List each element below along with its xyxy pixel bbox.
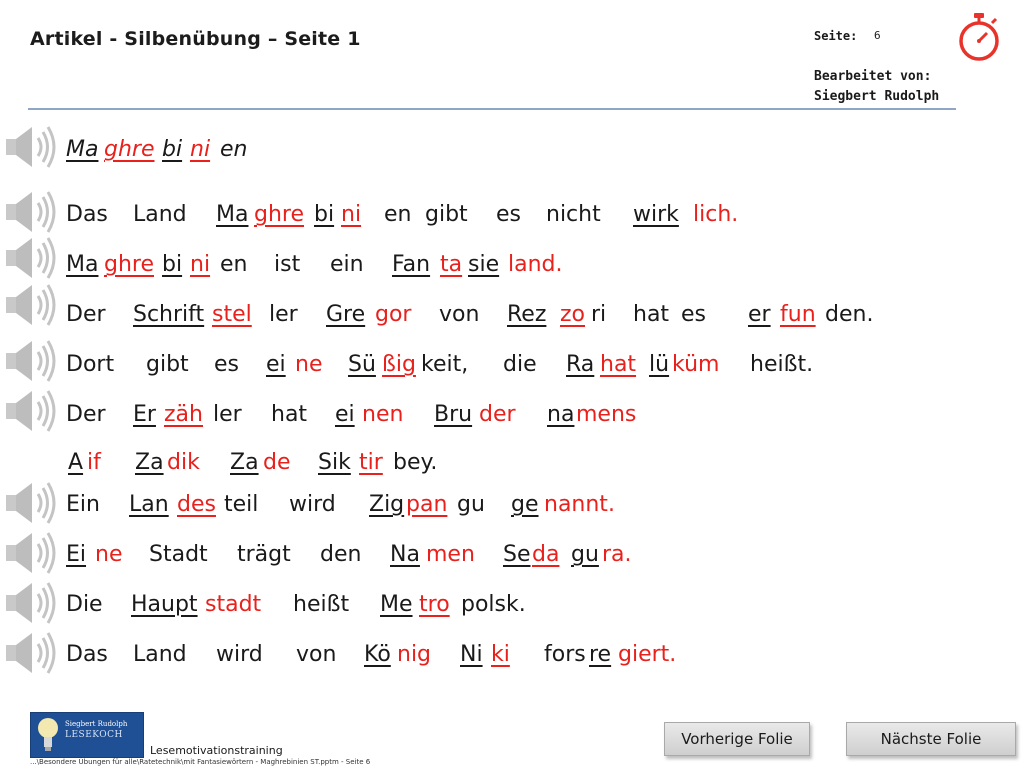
footer-file-path: ...\Besondere Übungen für alle\Ratetechnik\mit Fantasiewörtern - Maghrebinien ST.pptm - Seite 6 (30, 758, 371, 766)
red-syllable: zo (560, 302, 586, 327)
red-syllable: hat (600, 352, 637, 377)
syllable: Me (380, 592, 413, 617)
syllable: den. (825, 302, 874, 327)
syllable: gu (457, 492, 485, 517)
speaker-icon[interactable] (2, 386, 60, 436)
syllable: wird (289, 492, 336, 517)
syllable: Na (390, 542, 420, 567)
syllable: lü (649, 352, 670, 377)
previous-slide-button[interactable]: Vorherige Folie (664, 722, 810, 756)
syllable: polsk. (461, 592, 526, 617)
syllable: Das (66, 202, 108, 227)
syllable: ge (511, 492, 539, 517)
syllable: wirk (633, 202, 679, 227)
red-syllable: de (263, 450, 291, 475)
lesekoch-logo (30, 712, 144, 758)
syllable: heißt (293, 592, 350, 617)
lightbulb-logo-icon (35, 716, 61, 754)
syllable: er (748, 302, 771, 327)
syllable: von (296, 642, 337, 667)
syllable: bi (162, 137, 183, 162)
red-syllable: giert. (618, 642, 677, 667)
syllable: Ma (66, 252, 99, 277)
red-syllable: da (532, 542, 560, 567)
syllable: ist (274, 252, 301, 277)
speaker-icon[interactable] (2, 122, 60, 172)
syllable: fors (544, 642, 586, 667)
syllable: re (589, 642, 612, 667)
syllable: Rez (507, 302, 547, 327)
footer-label: Lesemotivationstraining (150, 744, 283, 757)
page-number-label: Seite: (814, 29, 858, 43)
editor-name: Siegbert Rudolph (814, 89, 940, 104)
red-syllable: land. (508, 252, 563, 277)
stopwatch-icon[interactable] (955, 12, 1003, 62)
red-syllable: stadt (205, 592, 262, 617)
syllable: gibt (425, 202, 468, 227)
syllable: Ein (66, 492, 100, 517)
red-syllable: if (87, 450, 101, 475)
syllable: Ma (66, 137, 99, 162)
speaker-icon[interactable] (2, 233, 60, 283)
syllable: Die (66, 592, 103, 617)
red-syllable: des (177, 492, 216, 517)
red-syllable: der (479, 402, 516, 427)
red-syllable: ni (190, 137, 211, 162)
editor-label: Bearbeitet von: (814, 69, 932, 84)
syllable: en (384, 202, 412, 227)
syllable: bi (314, 202, 335, 227)
red-syllable: ßig (382, 352, 416, 377)
syllable: hat (633, 302, 670, 327)
syllable: bi (162, 252, 183, 277)
syllable: Kö (364, 642, 391, 667)
syllable: die (503, 352, 537, 377)
syllable: en (220, 252, 248, 277)
syllable: Fan (392, 252, 431, 277)
editor-info (814, 67, 939, 107)
syllable: Ei (66, 542, 87, 567)
red-syllable: lich. (693, 202, 739, 227)
syllable: Bru (434, 402, 473, 427)
syllable: heißt. (750, 352, 814, 377)
red-syllable: stel (212, 302, 252, 327)
syllable: Ra (566, 352, 595, 377)
syllable: Ma (216, 202, 249, 227)
logo-brand: LESEKOCH (65, 730, 123, 740)
syllable: Land (133, 642, 187, 667)
syllable: ler (213, 402, 242, 427)
red-syllable: ta (440, 252, 463, 277)
red-syllable: ne (95, 542, 123, 567)
speaker-icon[interactable] (2, 528, 60, 578)
syllable: Haupt (131, 592, 198, 617)
red-syllable: tir (359, 450, 383, 475)
red-syllable: mens (576, 402, 637, 427)
speaker-icon[interactable] (2, 628, 60, 678)
red-syllable: ni (190, 252, 211, 277)
red-syllable: küm (672, 352, 720, 377)
syllable: Der (66, 302, 106, 327)
red-syllable: ne (295, 352, 323, 377)
red-syllable: nig (397, 642, 432, 667)
syllable: wird (216, 642, 263, 667)
red-syllable: ghre (104, 137, 155, 162)
red-syllable: ghre (104, 252, 155, 277)
header-divider (28, 108, 956, 110)
red-syllable: fun (780, 302, 816, 327)
red-syllable: ki (491, 642, 510, 667)
red-syllable: zäh (164, 402, 203, 427)
red-syllable: tro (419, 592, 450, 617)
syllable: Sü (348, 352, 376, 377)
page-number: 6 (874, 29, 881, 42)
syllable: Land (133, 202, 187, 227)
syllable: es (496, 202, 521, 227)
syllable: Stadt (149, 542, 208, 567)
syllable: Ni (460, 642, 483, 667)
speaker-icon[interactable] (2, 336, 60, 386)
red-syllable: ghre (254, 202, 305, 227)
red-syllable: ni (341, 202, 362, 227)
logo-author: Siegbert Rudolph (65, 720, 128, 728)
syllable: es (681, 302, 706, 327)
syllable: den (320, 542, 362, 567)
syllable: ei (335, 402, 355, 427)
syllable: von (439, 302, 480, 327)
syllable: gu (571, 542, 599, 567)
syllable: gibt (146, 352, 189, 377)
syllable: trägt (237, 542, 291, 567)
speaker-icon[interactable] (2, 478, 60, 528)
syllable: ri (591, 302, 607, 327)
red-syllable: pan (406, 492, 448, 517)
syllable: nicht (546, 202, 601, 227)
speaker-icon[interactable] (2, 187, 60, 237)
syllable: Gre (326, 302, 366, 327)
syllable: Das (66, 642, 108, 667)
syllable: es (214, 352, 239, 377)
syllable: Der (66, 402, 106, 427)
red-syllable: ra. (602, 542, 632, 567)
syllable: keit, (421, 352, 469, 377)
syllable: ei (266, 352, 286, 377)
syllable: sie (468, 252, 500, 277)
syllable: na (547, 402, 575, 427)
red-syllable: gor (375, 302, 412, 327)
red-syllable: nen (362, 402, 404, 427)
red-syllable: dik (167, 450, 200, 475)
speaker-icon[interactable] (2, 578, 60, 628)
syllable: Sik (318, 450, 351, 475)
syllable: bey. (393, 450, 438, 475)
syllable: hat (271, 402, 308, 427)
next-slide-button[interactable]: Nächste Folie (846, 722, 1016, 756)
syllable: Za (230, 450, 259, 475)
syllable: Se (503, 542, 531, 567)
syllable: Er (133, 402, 156, 427)
syllable: Za (135, 450, 164, 475)
syllable: en (220, 137, 248, 162)
syllable: Zig (369, 492, 405, 517)
red-syllable: nannt. (544, 492, 615, 517)
syllable: ein (330, 252, 364, 277)
syllable: Lan (129, 492, 169, 517)
syllable: A (68, 450, 84, 475)
red-syllable: men (426, 542, 475, 567)
syllable: Schrift (133, 302, 205, 327)
speaker-icon[interactable] (2, 280, 60, 330)
syllable: Dort (66, 352, 115, 377)
syllable: teil (224, 492, 259, 517)
syllable: ler (269, 302, 298, 327)
page-title: Artikel - Silbenübung – Seite 1 (30, 28, 361, 50)
